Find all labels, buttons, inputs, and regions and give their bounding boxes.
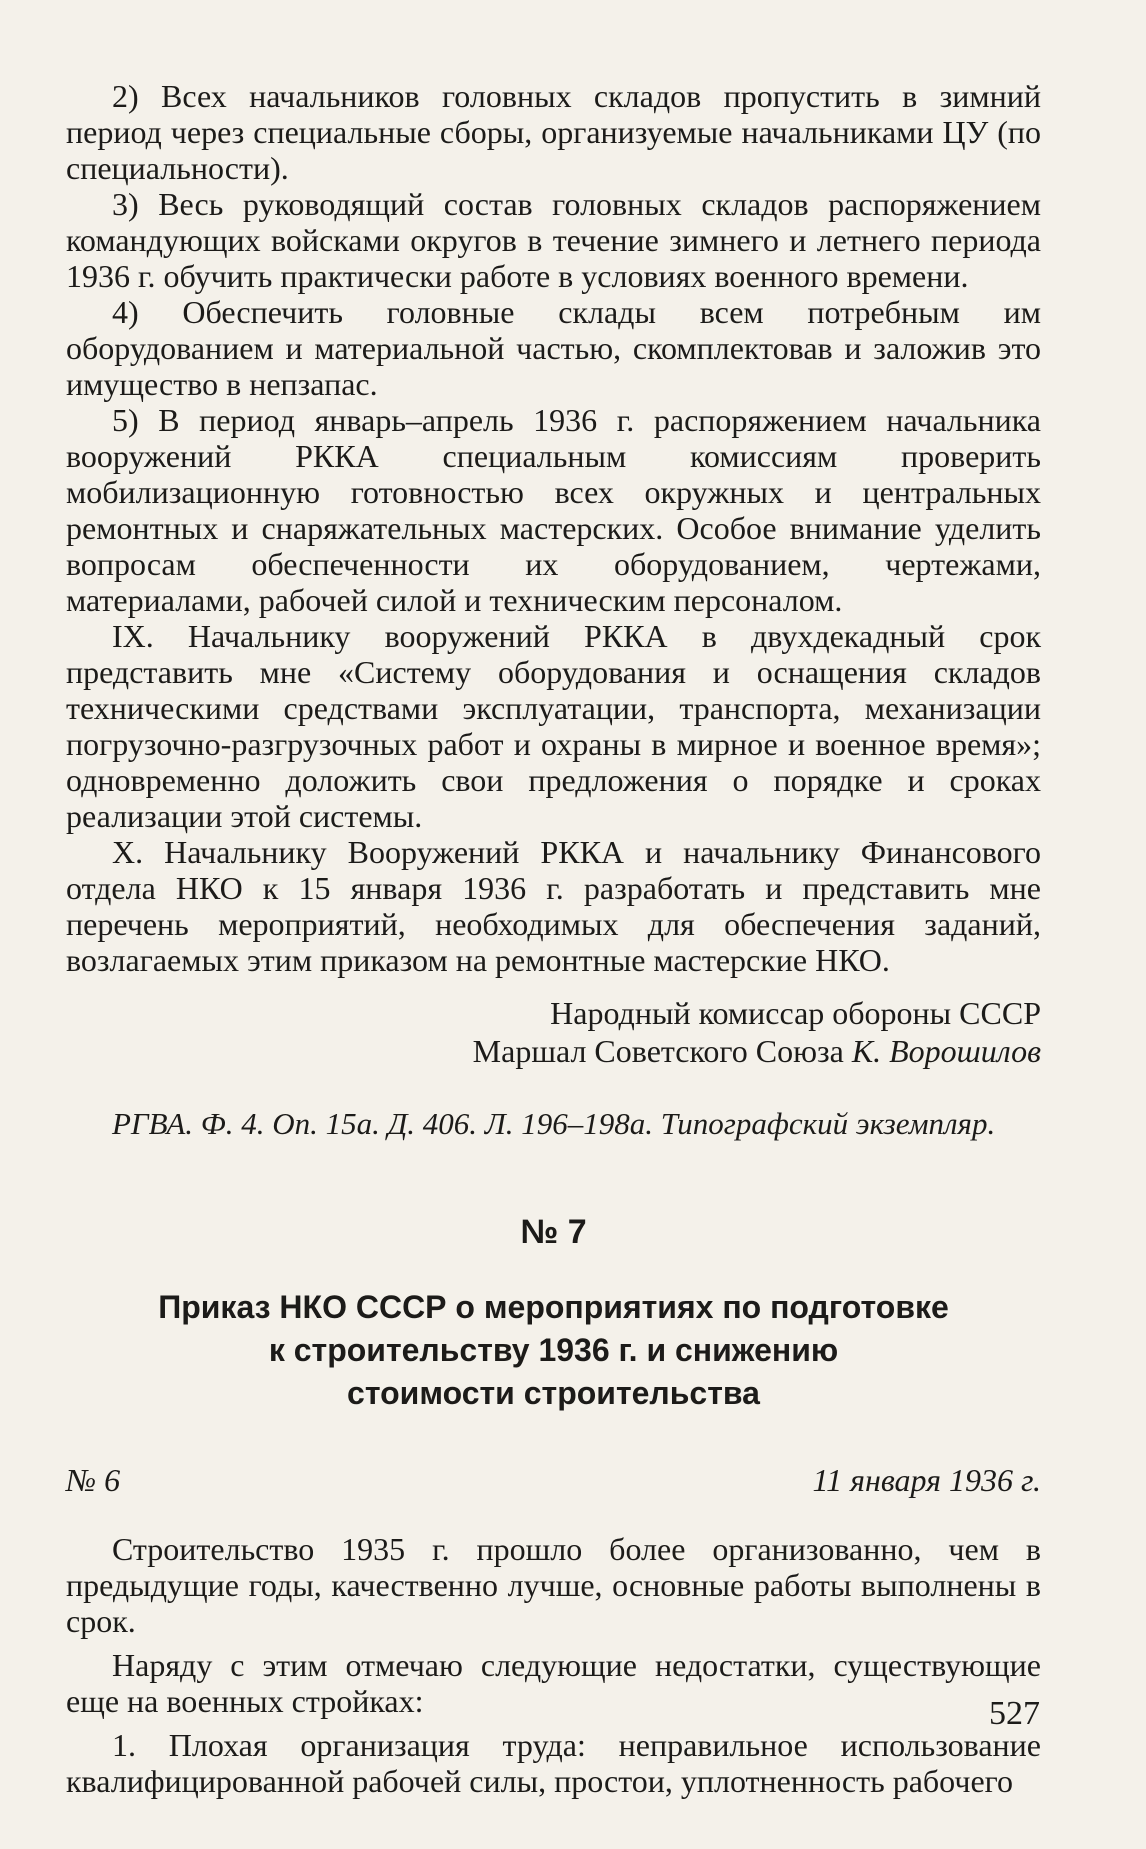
body-paragraph-2: Наряду с этим отмечаю следующие недостатки, существующие еще на военных стройках: <box>66 1647 1041 1719</box>
signature-rank: Маршал Советского Союза <box>472 1033 852 1069</box>
item-5: 5) В период январь–апрель 1936 г. распоряжением начальника вооружений РККА специальным комиссиям проверить мобилизационную готовностью всех окружных и центральных ремонтных и снаряжательных мастерских. Особое внимание уделить вопросам обеспеченности их оборудованием, чертежами, материалами, рабочей силой и техническим персоналом. <box>66 402 1041 618</box>
archive-reference: РГВА. Ф. 4. Оп. 15а. Д. 406. Л. 196–198а. Типографский экземпляр. <box>112 1106 996 1141</box>
document-number: № 7 <box>520 1213 587 1251</box>
signature-rank-line <box>66 1032 1041 1070</box>
signature-block <box>66 994 1041 1070</box>
signature-title: Народный комиссар обороны СССР <box>550 995 1041 1031</box>
document-body <box>66 1531 1041 1799</box>
document-title-line-2: к строительству 1936 г. и снижению <box>268 1332 839 1368</box>
order-number: № 6 <box>66 1462 121 1498</box>
signature-name: К. Ворошилов <box>851 1033 1041 1069</box>
page-number: 527 <box>989 1695 1040 1732</box>
item-3: 3) Весь руководящий состав головных складов распоряжением командующих войсками округов в течение зимнего и летнего периода 1936 г. обучить практически работе в условиях военного времени. <box>66 186 1041 294</box>
document-page <box>66 78 1041 1799</box>
document-title-line-3: стоимости строительства <box>347 1375 760 1411</box>
section-ix: IX. Начальнику вооружений РККА в двухдекадный срок представить мне «Систему оборудования и оснащения складов техническими средствами эксплуатации, транспорта, механизации погрузочно-разгрузочных работ и охраны в мирное и военное время»; одновременно доложить свои предложения о порядке и сроках реализации этой системы. <box>66 618 1041 834</box>
item-2: 2) Всех начальников головных складов пропустить в зимний период через специальные сборы, организуемые начальниками ЦУ (по специальности). <box>66 78 1041 186</box>
document-title-line-1: Приказ НКО СССР о мероприятиях по подготовке <box>158 1289 949 1325</box>
order-meta <box>66 1461 1041 1499</box>
order-date: 11 января 1936 г. <box>812 1462 1041 1498</box>
order-items-continued <box>66 78 1041 978</box>
section-x: X. Начальнику Вооружений РККА и начальнику Финансового отдела НКО к 15 января 1936 г. разработать и представить мне перечень мероприятий, необходимых для обеспечения заданий, возлагаемых этим приказом на ремонтные мастерские НКО. <box>66 834 1041 978</box>
body-paragraph-3: 1. Плохая организация труда: неправильное использование квалифицированной рабочей силы, простои, уплотненность рабочего <box>66 1727 1041 1799</box>
item-4: 4) Обеспечить головные склады всем потребным им оборудованием и материальной частью, скомплектовав и заложив это имущество в непзапас. <box>66 294 1041 402</box>
document-title <box>66 1286 1041 1415</box>
body-paragraph-1: Строительство 1935 г. прошло более организованно, чем в предыдущие годы, качественно лучше, основные работы выполнены в срок. <box>66 1531 1041 1639</box>
